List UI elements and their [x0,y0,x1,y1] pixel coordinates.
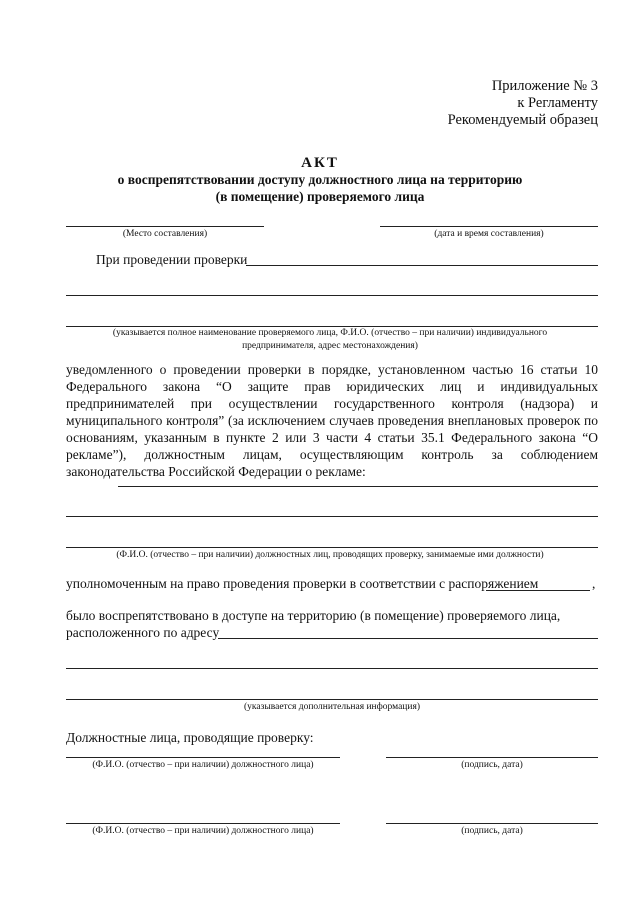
header-reglament: к Регламенту [517,95,598,111]
entity-line-1[interactable] [66,295,598,296]
additional-line-1[interactable] [66,668,598,669]
entity-line-2[interactable] [66,326,598,327]
authorized-comma: , [592,576,596,591]
doc-subtitle-2: (в помещение) проверяемого лица [215,189,425,204]
officials-line-3[interactable] [66,547,598,548]
additional-line-2[interactable] [66,699,598,700]
inspection-label: При проведении проверки [96,252,248,267]
date-line[interactable] [380,226,598,227]
place-caption: (Место составления) [122,229,208,239]
sign2-sign-line[interactable] [386,823,598,824]
date-caption: (дата и время составления) [434,229,544,239]
sign1-sign-caption: (подпись, дата) [461,760,523,770]
sign2-name-line[interactable] [66,823,340,824]
doc-title: АКТ [301,155,339,171]
order-line[interactable] [486,590,590,591]
address-line[interactable] [218,638,598,639]
sign1-name-caption: (Ф.И.О. (отчество – при наличии) должностного лица) [92,760,314,770]
sign2-sign-caption: (подпись, дата) [461,826,523,836]
sign1-sign-line[interactable] [386,757,598,758]
officials-label: Должностные лица, проводящие проверку: [66,730,314,745]
address-label: расположенного по адресу [66,625,220,640]
entity-caption-1: (указывается полное наименование проверяемого лица, Ф.И.О. (отчество – при наличии) индивидуального [112,328,548,338]
inspection-line[interactable] [246,265,598,266]
header-appendix: Приложение № 3 [491,78,598,94]
entity-caption-2: предпринимателя, адрес местонахождения) [242,341,418,351]
obstruction-text: было воспрепятствовано в доступе на территорию (в помещение) проверяемого лица, [66,608,561,623]
doc-subtitle-1: о воспрепятствовании доступу должностного лица на территорию [117,172,523,187]
header-sample: Рекомендуемый образец [447,112,598,128]
officials-caption: (Ф.И.О. (отчество – при наличии) должностных лиц, проводящих проверку, занимаемые ими должности) [116,550,544,560]
main-paragraph: уведомленного о проведении проверки в порядке, установленном частью 16 статьи 10 Федерального закона “О защите прав юридических лиц и индивидуальных предпринимателей при осуществлении государственного контроля (надзора) и муниципального контроля” (за исключением случаев проведения внеплановых проверок по основаниям, указанным в пункте 2 или 3 части 4 статьи 35.1 Федерального закона “О рекламе”), должностным лицам, осуществляющим контроль за соблюдением законодательства Российской Федерации о рекламе: [66,362,598,479]
sign1-name-line[interactable] [66,757,340,758]
officials-line-2[interactable] [66,516,598,517]
sign2-name-caption: (Ф.И.О. (отчество – при наличии) должностного лица) [92,826,314,836]
place-line[interactable] [66,226,264,227]
officials-line-1[interactable] [118,486,598,487]
authorized-text: уполномоченным на право проведения проверки в соответствии с распоряжением [66,576,539,591]
additional-caption: (указывается дополнительная информация) [244,702,420,712]
